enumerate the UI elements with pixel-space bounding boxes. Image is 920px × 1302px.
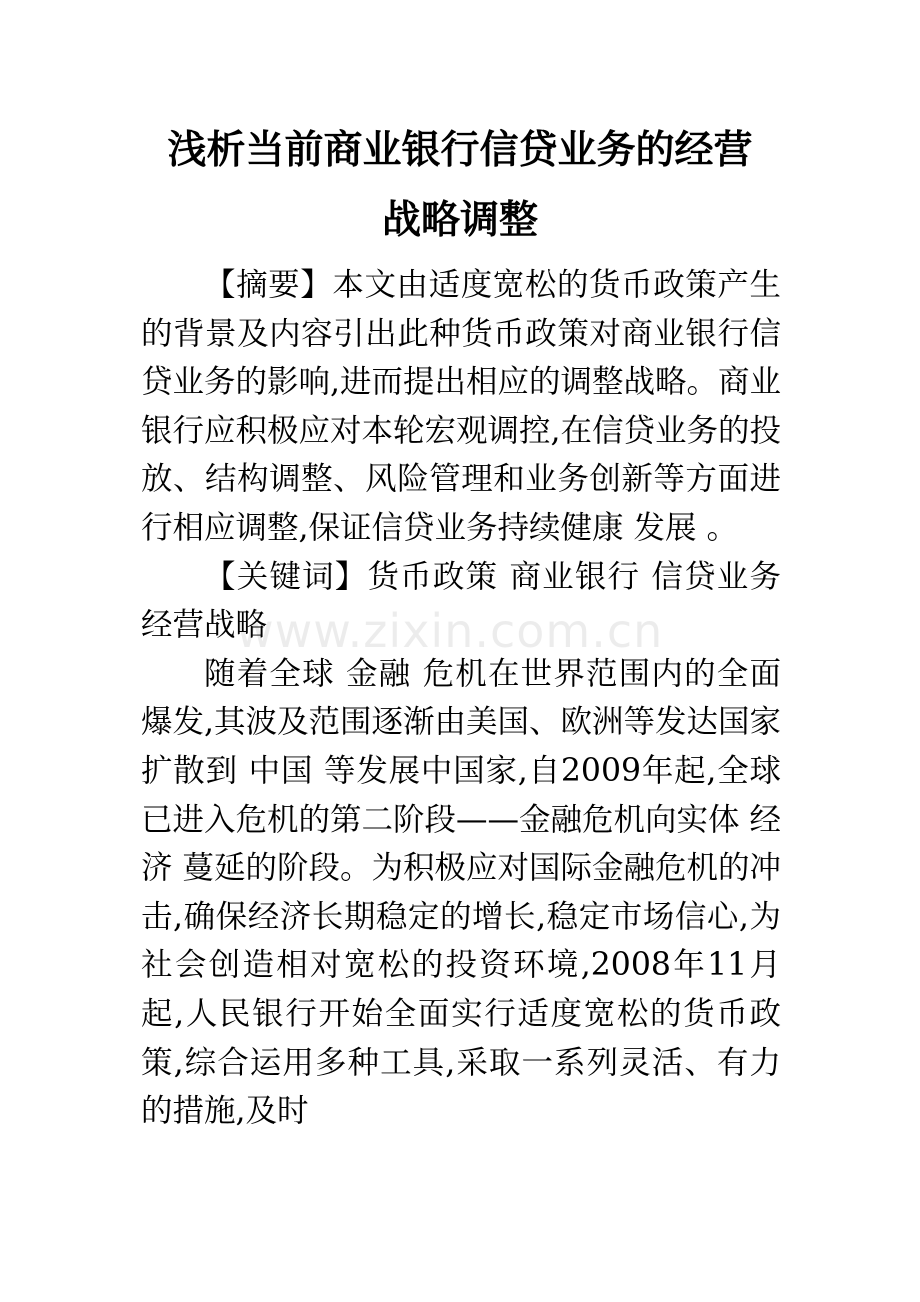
abstract-paragraph (141, 261, 781, 553)
keywords-label: 【关键词】 (204, 558, 368, 595)
abstract-label: 【摘要】 (204, 267, 333, 303)
watermark: www.zixin.com.cn (236, 604, 664, 658)
title-line-1: 浅析当前商业银行信贷业务的经营 (167, 128, 753, 173)
title-line-2: 战略调整 (381, 198, 538, 243)
body-paragraph: 随着全球 金融 危机在世界范围内的全面爆发,其波及范围逐渐由美国、欧洲等发达国家扩散到 中国 等发展中国家,自2009年起,全球已进入危机的第二阶段——金融危机向实体 经济 蔓延的阶段。为积极应对国际金融危机的冲击,确保经济长期稳定的增长,稳定市场信心,为社会创造相对宽松的投资环境,2008年11月起,人民银行开始全面实行适度宽松的货币政策,综合运用多种工具,采取一系列灵活、有力的措施,及时 (141, 655, 782, 1130)
keywords-text: 货币政策 商业银行 信贷业务 经营战略 (141, 558, 781, 644)
keywords-paragraph (141, 553, 781, 650)
document-body (141, 261, 781, 1136)
abstract-text: 本文由适度宽松的货币政策产生的背景及内容引出此种货币政策对商业银行信贷业务的影响,进而提出相应的调整战略。商业银行应积极应对本轮宏观调控,在信贷业务的投放、结构调整、风险管理和业务创新等方面进行相应调整,保证信贷业务持续健康 发展 。 (141, 267, 782, 546)
